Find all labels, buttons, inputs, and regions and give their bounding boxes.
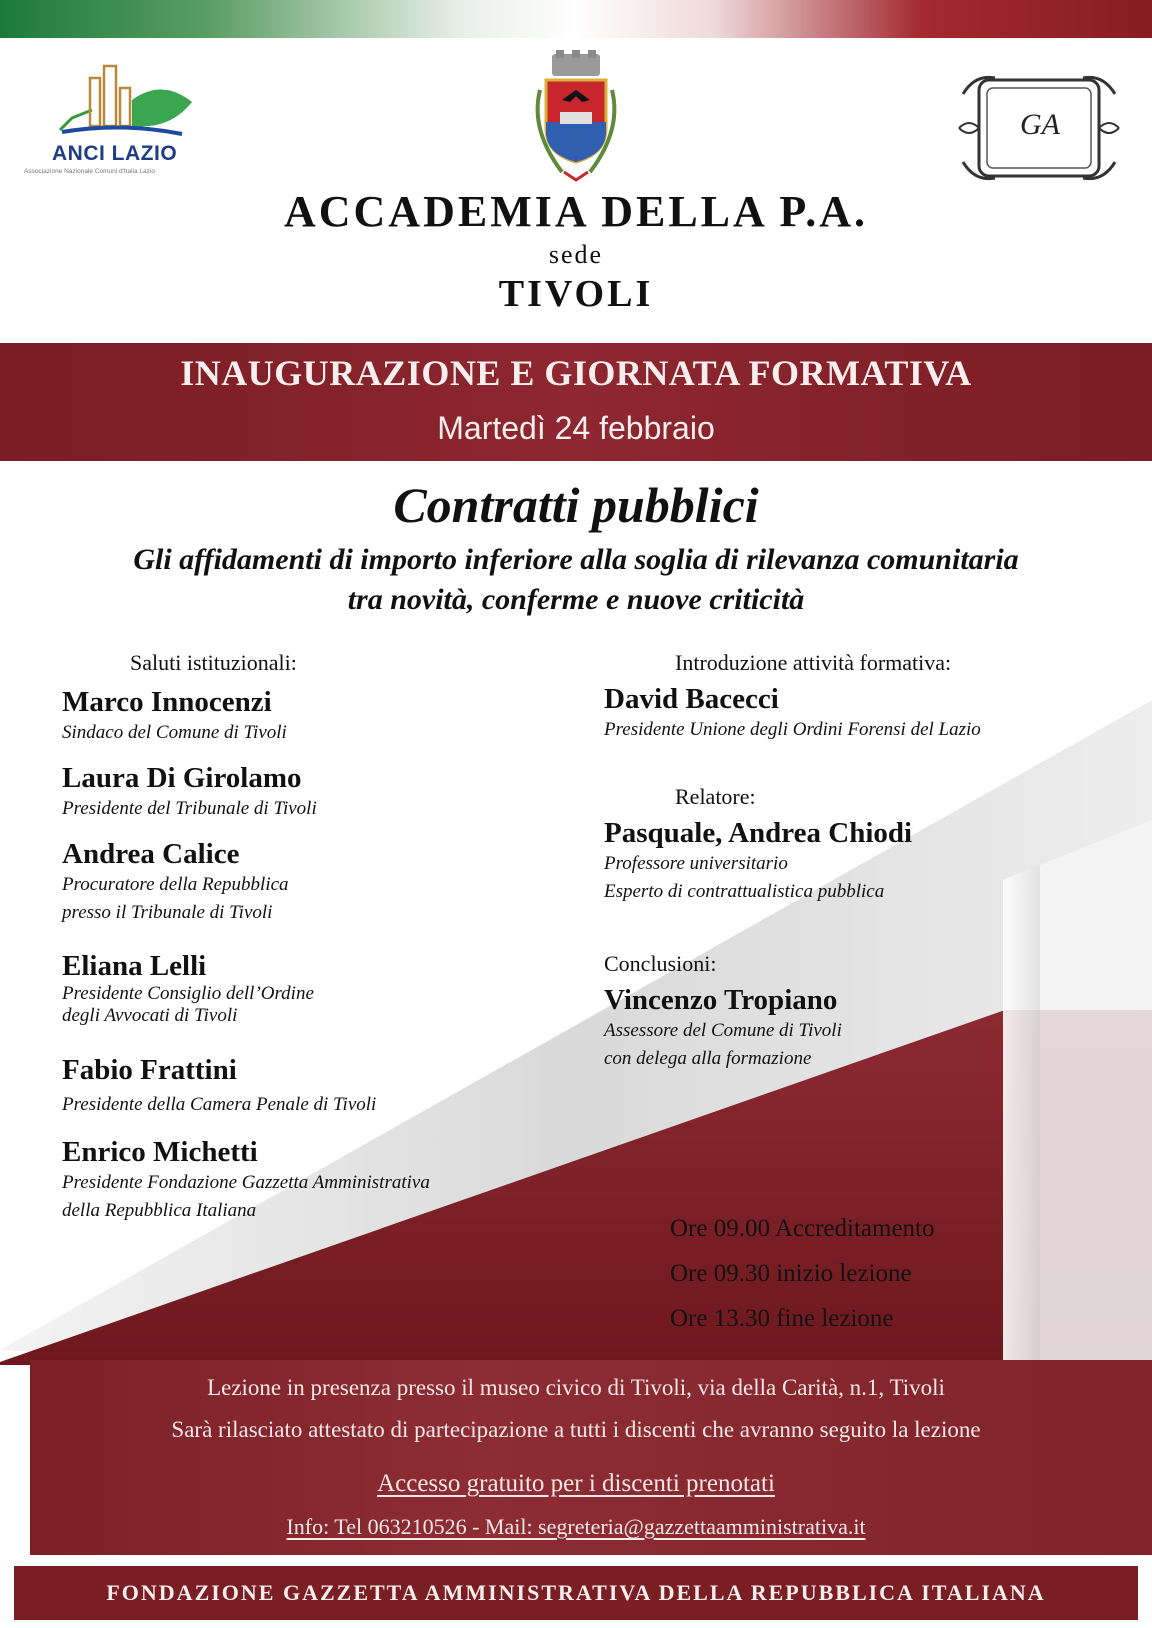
speaker-label: Relatore: bbox=[675, 784, 756, 809]
tivoli-crest-logo bbox=[522, 50, 630, 185]
schedule-item: Ore 09.30 inizio lezione bbox=[670, 1260, 912, 1287]
speaker-entry bbox=[62, 1136, 430, 1225]
person-role: Esperto di contrattualistica pubblica bbox=[604, 881, 885, 902]
intro-label: Introduzione attività formativa: bbox=[675, 650, 952, 675]
person-role: Presidente del Tribunale di Tivoli bbox=[62, 798, 317, 819]
schedule-item: Ore 13.30 fine lezione bbox=[670, 1305, 894, 1332]
person-name: David Bacecci bbox=[604, 683, 779, 715]
person-name: Vincenzo Tropiano bbox=[604, 984, 838, 1016]
free-access-text: Accesso gratuito per i discenti prenotati bbox=[377, 1470, 775, 1497]
person-role: Presidente Unione degli Ordini Forensi del Lazio bbox=[604, 719, 981, 740]
person-name: Laura Di Girolamo bbox=[62, 762, 302, 794]
person-role: presso il Tribunale di Tivoli bbox=[62, 902, 273, 923]
contact-link[interactable]: Info: Tel 063210526 - Mail: segreteria@gazzettaamministrativa.it bbox=[286, 1514, 866, 1539]
event-date: Martedì 24 febbraio bbox=[437, 410, 715, 446]
schedule-item: Ore 09.00 Accreditamento bbox=[670, 1215, 935, 1242]
topic-subtitle-line: tra novità, conferme e nuove criticità bbox=[347, 583, 805, 616]
event-title: INAUGURAZIONE E GIORNATA FORMATIVA bbox=[180, 353, 972, 393]
sede-label: sede bbox=[548, 240, 604, 269]
contact-info bbox=[30, 1514, 1122, 1540]
academy-title: ACCADEMIA DELLA P.A. bbox=[283, 187, 868, 236]
schedule-list bbox=[670, 1206, 935, 1341]
topic-title: Contratti pubblici bbox=[393, 477, 759, 533]
person-role: degli Avvocati di Tivoli bbox=[62, 1005, 238, 1026]
city-title: TIVOLI bbox=[498, 273, 654, 315]
person-role: della Repubblica Italiana bbox=[62, 1200, 257, 1221]
person-role: Presidente Fondazione Gazzetta Amministrativa bbox=[62, 1172, 430, 1193]
greetings-label: Saluti istituzionali: bbox=[130, 650, 297, 675]
person-name: Enrico Michetti bbox=[62, 1136, 258, 1168]
anci-logo-text: ANCI LAZIO bbox=[52, 142, 178, 165]
anci-lazio-logo bbox=[24, 60, 199, 180]
person-role: Assessore del Comune di Tivoli bbox=[604, 1020, 842, 1041]
person-role: Professore universitario bbox=[604, 853, 788, 874]
speaker-entry bbox=[62, 686, 287, 747]
topic-subtitle-line: Gli affidamenti di importo inferiore alla soglia di rilevanza comunitaria bbox=[133, 543, 1019, 576]
topic-subtitle bbox=[0, 540, 1152, 620]
speaker-entry bbox=[62, 950, 314, 1027]
speaker-entry bbox=[62, 1054, 376, 1119]
conclusions-label: Conclusioni: bbox=[604, 951, 717, 976]
speaker-entry bbox=[604, 984, 842, 1073]
person-role: Presidente della Camera Penale di Tivoli bbox=[62, 1094, 377, 1115]
person-role: Sindaco del Comune di Tivoli bbox=[62, 722, 287, 743]
tivoli-coat-of-arms-icon bbox=[522, 50, 630, 185]
footer-banner bbox=[14, 1566, 1138, 1620]
person-name: Marco Innocenzi bbox=[62, 686, 272, 718]
speaker-entry bbox=[62, 762, 317, 823]
speaker-entry bbox=[604, 683, 981, 744]
anci-lazio-logo-icon bbox=[52, 60, 192, 142]
speaker-entry bbox=[604, 817, 912, 906]
gazzetta-amministrativa-logo bbox=[955, 64, 1123, 192]
speaker-entry bbox=[62, 838, 289, 927]
footer-text: FONDAZIONE GAZZETTA AMMINISTRATIVA DELLA REPUBBLICA ITALIANA bbox=[106, 1580, 1046, 1605]
anci-logo-subtitle: Associazione Nazionale Comuni d'Italia Lazio bbox=[24, 168, 155, 175]
ga-monogram: GA bbox=[1020, 108, 1060, 141]
white-pillar-shape bbox=[1003, 865, 1040, 1360]
person-role: con delega alla formazione bbox=[604, 1048, 812, 1069]
person-name: Fabio Frattini bbox=[62, 1054, 237, 1086]
certificate-text: Sarà rilasciato attestato di partecipazione a tutti i discenti che avranno seguito la lezione bbox=[171, 1417, 981, 1442]
person-name: Andrea Calice bbox=[62, 838, 240, 870]
person-role: Presidente Consiglio dell’Ordine bbox=[62, 983, 314, 1004]
white-wall-shape bbox=[1040, 820, 1152, 1360]
location-text: Lezione in presenza presso il museo civico di Tivoli, via della Carità, n.1, Tivoli bbox=[207, 1375, 945, 1400]
person-name: Pasquale, Andrea Chiodi bbox=[604, 817, 913, 849]
person-name: Eliana Lelli bbox=[62, 950, 207, 982]
person-role: Procuratore della Repubblica bbox=[62, 874, 289, 895]
